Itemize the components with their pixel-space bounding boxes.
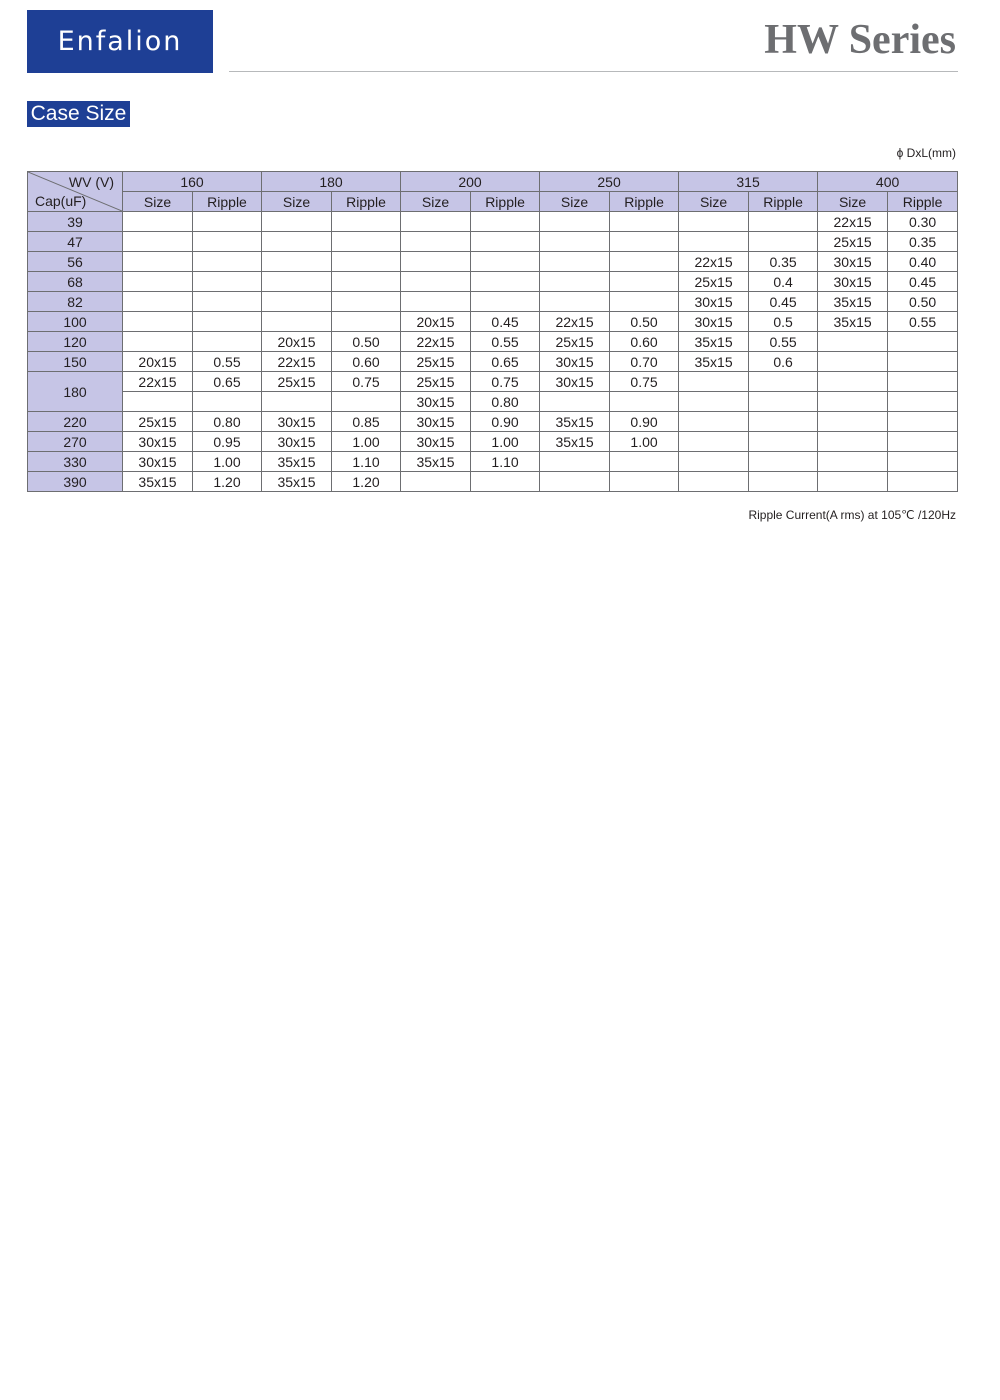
ripple-cell	[888, 472, 958, 492]
ripple-cell: 0.60	[610, 332, 679, 352]
size-cell	[818, 452, 888, 472]
size-cell	[679, 432, 749, 452]
size-column-header: Size	[818, 192, 888, 212]
ripple-cell	[193, 252, 262, 272]
ripple-cell: 1.00	[332, 432, 401, 452]
section-label: Case Size	[27, 101, 130, 127]
ripple-column-header: Ripple	[332, 192, 401, 212]
ripple-cell	[332, 292, 401, 312]
ripple-cell	[888, 372, 958, 392]
capacitance-cell: 56	[28, 252, 123, 272]
size-cell: 35x15	[401, 452, 471, 472]
size-cell	[679, 412, 749, 432]
size-cell	[818, 332, 888, 352]
capacitance-cell: 330	[28, 452, 123, 472]
ripple-cell: 0.55	[749, 332, 818, 352]
table-row	[28, 232, 958, 252]
size-cell: 25x15	[679, 272, 749, 292]
size-cell	[540, 392, 610, 412]
ripple-cell: 0.35	[749, 252, 818, 272]
ripple-footnote: Ripple Current(A rms) at 105℃ /120Hz	[748, 508, 956, 522]
size-cell	[540, 292, 610, 312]
size-cell	[123, 212, 193, 232]
ripple-cell: 0.70	[610, 352, 679, 372]
voltage-header: 200	[401, 172, 540, 192]
ripple-cell: 1.10	[471, 452, 540, 472]
capacitance-cell: 68	[28, 272, 123, 292]
ripple-cell	[610, 472, 679, 492]
ripple-cell	[193, 292, 262, 312]
ripple-cell: 0.85	[332, 412, 401, 432]
size-column-header: Size	[262, 192, 332, 212]
logo-text: Enfalion	[57, 26, 183, 57]
size-cell	[540, 272, 610, 292]
voltage-header: 400	[818, 172, 958, 192]
capacitance-cell: 180	[28, 372, 123, 412]
size-cell	[679, 392, 749, 412]
size-cell: 30x15	[540, 352, 610, 372]
size-cell: 25x15	[401, 352, 471, 372]
ripple-cell	[610, 392, 679, 412]
size-cell: 25x15	[818, 232, 888, 252]
ripple-cell: 0.90	[610, 412, 679, 432]
capacitance-cell: 270	[28, 432, 123, 452]
ripple-cell: 0.95	[193, 432, 262, 452]
size-cell: 30x15	[818, 252, 888, 272]
ripple-cell: 0.6	[749, 352, 818, 372]
size-cell	[818, 472, 888, 492]
size-cell: 25x15	[262, 372, 332, 392]
cap-header-label: Cap(uF)	[35, 193, 87, 209]
capacitance-cell: 120	[28, 332, 123, 352]
ripple-cell	[332, 312, 401, 332]
size-cell: 30x15	[401, 392, 471, 412]
ripple-cell	[332, 232, 401, 252]
table-row	[28, 392, 958, 412]
size-cell	[401, 272, 471, 292]
voltage-header-row	[28, 172, 958, 192]
size-cell	[262, 212, 332, 232]
ripple-cell	[888, 352, 958, 372]
size-cell: 30x15	[818, 272, 888, 292]
voltage-header: 180	[262, 172, 401, 192]
ripple-cell: 0.55	[471, 332, 540, 352]
size-cell	[123, 312, 193, 332]
size-cell: 22x15	[679, 252, 749, 272]
ripple-cell: 0.40	[888, 252, 958, 272]
table-row	[28, 432, 958, 452]
ripple-cell	[610, 232, 679, 252]
size-cell: 30x15	[262, 432, 332, 452]
ripple-cell	[888, 392, 958, 412]
size-column-header: Size	[401, 192, 471, 212]
ripple-cell	[193, 332, 262, 352]
ripple-cell	[749, 452, 818, 472]
size-cell	[818, 352, 888, 372]
ripple-cell: 0.80	[193, 412, 262, 432]
size-column-header: Size	[123, 192, 193, 212]
size-cell	[401, 472, 471, 492]
size-cell	[679, 212, 749, 232]
ripple-cell	[193, 272, 262, 292]
ripple-cell: 0.50	[610, 312, 679, 332]
ripple-cell	[749, 432, 818, 452]
size-cell	[540, 212, 610, 232]
ripple-cell: 0.35	[888, 232, 958, 252]
size-cell: 20x15	[262, 332, 332, 352]
ripple-cell: 1.00	[471, 432, 540, 452]
ripple-cell	[888, 452, 958, 472]
ripple-cell	[610, 452, 679, 472]
size-cell: 20x15	[123, 352, 193, 372]
size-cell	[679, 372, 749, 392]
ripple-cell	[749, 412, 818, 432]
ripple-column-header: Ripple	[193, 192, 262, 212]
size-cell	[262, 312, 332, 332]
ripple-cell	[332, 392, 401, 412]
size-cell: 35x15	[262, 452, 332, 472]
capacitance-cell: 220	[28, 412, 123, 432]
ripple-cell	[749, 212, 818, 232]
ripple-cell	[332, 272, 401, 292]
size-cell: 35x15	[818, 312, 888, 332]
ripple-cell: 0.45	[888, 272, 958, 292]
capacitance-cell: 47	[28, 232, 123, 252]
company-logo	[27, 10, 213, 73]
ripple-cell: 0.45	[471, 312, 540, 332]
ripple-cell: 0.60	[332, 352, 401, 372]
size-cell: 22x15	[262, 352, 332, 372]
size-cell	[123, 252, 193, 272]
size-cell: 30x15	[679, 292, 749, 312]
ripple-cell	[471, 472, 540, 492]
size-cell: 22x15	[401, 332, 471, 352]
ripple-cell	[888, 412, 958, 432]
size-cell: 35x15	[540, 432, 610, 452]
size-cell: 22x15	[818, 212, 888, 232]
ripple-cell	[749, 232, 818, 252]
table-row	[28, 272, 958, 292]
size-cell	[262, 232, 332, 252]
case-size-table	[27, 171, 958, 492]
header-divider	[229, 71, 958, 72]
size-cell	[818, 432, 888, 452]
ripple-cell	[888, 432, 958, 452]
size-cell	[401, 252, 471, 272]
ripple-cell	[332, 252, 401, 272]
table-row	[28, 292, 958, 312]
size-cell: 35x15	[818, 292, 888, 312]
series-title: HW Series	[764, 17, 956, 63]
size-cell: 30x15	[401, 432, 471, 452]
size-cell: 22x15	[540, 312, 610, 332]
ripple-cell: 1.00	[610, 432, 679, 452]
size-cell: 25x15	[401, 372, 471, 392]
ripple-cell	[471, 212, 540, 232]
size-column-header: Size	[679, 192, 749, 212]
ripple-cell	[749, 372, 818, 392]
size-cell	[401, 212, 471, 232]
size-cell: 30x15	[679, 312, 749, 332]
size-cell	[123, 392, 193, 412]
table-row	[28, 352, 958, 372]
voltage-header: 250	[540, 172, 679, 192]
ripple-cell: 0.75	[610, 372, 679, 392]
size-cell	[123, 292, 193, 312]
ripple-cell	[193, 212, 262, 232]
size-cell	[262, 392, 332, 412]
size-cell	[540, 232, 610, 252]
size-cell: 25x15	[540, 332, 610, 352]
size-cell	[540, 452, 610, 472]
ripple-cell: 0.80	[471, 392, 540, 412]
ripple-cell	[610, 252, 679, 272]
ripple-cell: 0.90	[471, 412, 540, 432]
size-cell: 35x15	[679, 332, 749, 352]
ripple-cell	[471, 292, 540, 312]
ripple-cell: 0.30	[888, 212, 958, 232]
column-header-row	[28, 192, 958, 212]
voltage-header: 315	[679, 172, 818, 192]
ripple-cell	[193, 392, 262, 412]
table-row	[28, 312, 958, 332]
table-row	[28, 452, 958, 472]
ripple-cell	[193, 312, 262, 332]
size-cell: 25x15	[123, 412, 193, 432]
size-cell	[262, 252, 332, 272]
ripple-cell: 0.45	[749, 292, 818, 312]
ripple-cell	[193, 232, 262, 252]
size-cell: 35x15	[123, 472, 193, 492]
capacitance-cell: 390	[28, 472, 123, 492]
voltage-header: 160	[123, 172, 262, 192]
ripple-cell: 0.55	[193, 352, 262, 372]
size-cell	[123, 232, 193, 252]
ripple-column-header: Ripple	[471, 192, 540, 212]
capacitance-cell: 150	[28, 352, 123, 372]
ripple-cell	[749, 472, 818, 492]
ripple-cell	[471, 272, 540, 292]
size-cell: 30x15	[123, 452, 193, 472]
table-corner-header	[28, 172, 123, 212]
capacitance-cell: 100	[28, 312, 123, 332]
unit-note: ϕ DxL(mm)	[896, 146, 956, 160]
ripple-cell: 0.75	[332, 372, 401, 392]
size-column-header: Size	[540, 192, 610, 212]
ripple-cell: 0.5	[749, 312, 818, 332]
size-cell	[540, 252, 610, 272]
ripple-cell: 0.50	[332, 332, 401, 352]
size-cell	[818, 372, 888, 392]
ripple-cell: 1.10	[332, 452, 401, 472]
size-cell: 35x15	[679, 352, 749, 372]
size-cell	[401, 232, 471, 252]
size-cell	[262, 292, 332, 312]
table-row	[28, 252, 958, 272]
ripple-cell: 1.20	[332, 472, 401, 492]
size-cell: 30x15	[401, 412, 471, 432]
wv-header-label: WV (V)	[68, 174, 114, 190]
size-cell	[679, 452, 749, 472]
size-cell: 30x15	[262, 412, 332, 432]
ripple-cell: 1.00	[193, 452, 262, 472]
size-cell	[540, 472, 610, 492]
ripple-cell: 0.75	[471, 372, 540, 392]
table-row	[28, 212, 958, 232]
table-row	[28, 332, 958, 352]
ripple-cell: 1.20	[193, 472, 262, 492]
capacitance-cell: 82	[28, 292, 123, 312]
size-cell: 30x15	[540, 372, 610, 392]
table-row	[28, 412, 958, 432]
size-cell	[679, 472, 749, 492]
table-body	[28, 212, 958, 492]
table-row	[28, 472, 958, 492]
size-cell	[818, 412, 888, 432]
ripple-cell	[610, 212, 679, 232]
size-cell: 30x15	[123, 432, 193, 452]
size-cell	[401, 292, 471, 312]
ripple-cell	[749, 392, 818, 412]
ripple-cell	[610, 292, 679, 312]
size-cell	[123, 272, 193, 292]
ripple-column-header: Ripple	[610, 192, 679, 212]
ripple-column-header: Ripple	[888, 192, 958, 212]
size-cell: 20x15	[401, 312, 471, 332]
size-cell: 35x15	[540, 412, 610, 432]
size-cell	[679, 232, 749, 252]
ripple-cell	[888, 332, 958, 352]
ripple-cell	[610, 272, 679, 292]
ripple-cell: 0.4	[749, 272, 818, 292]
table-row	[28, 372, 958, 392]
ripple-column-header: Ripple	[749, 192, 818, 212]
size-cell: 22x15	[123, 372, 193, 392]
ripple-cell: 0.65	[471, 352, 540, 372]
size-cell	[123, 332, 193, 352]
ripple-cell: 0.50	[888, 292, 958, 312]
size-cell	[818, 392, 888, 412]
size-cell: 35x15	[262, 472, 332, 492]
ripple-cell	[471, 252, 540, 272]
ripple-cell: 0.55	[888, 312, 958, 332]
ripple-cell	[471, 232, 540, 252]
size-cell	[262, 272, 332, 292]
capacitance-cell: 39	[28, 212, 123, 232]
ripple-cell: 0.65	[193, 372, 262, 392]
ripple-cell	[332, 212, 401, 232]
